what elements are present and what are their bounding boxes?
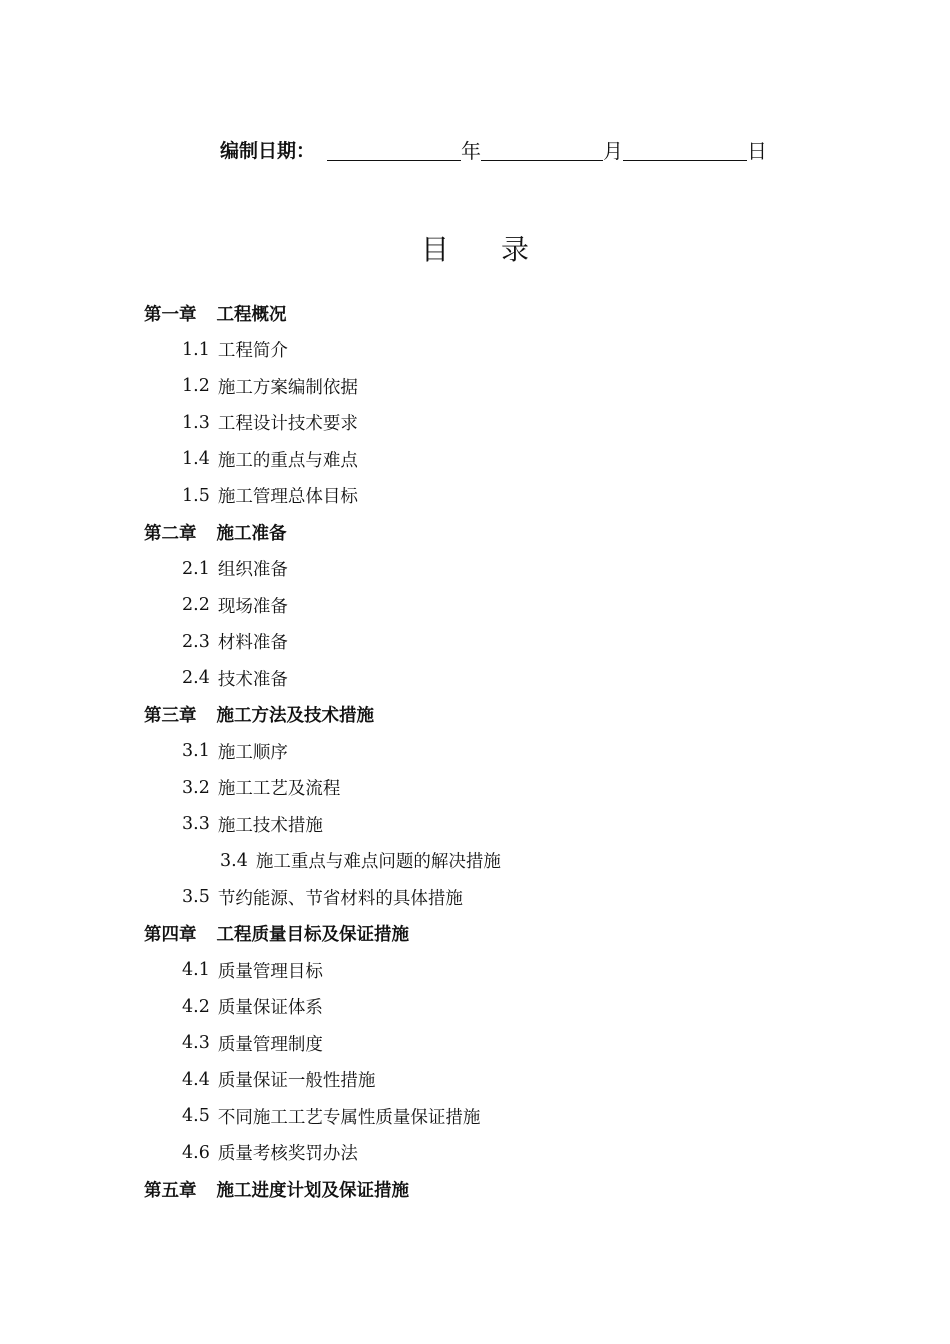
section-number: 4.5 <box>182 1106 210 1127</box>
chapter-title: 施工进度计划及保证措施 <box>216 1180 409 1201</box>
section-title: 施工方案编制依据 <box>217 377 358 398</box>
section-title: 施工的重点与难点 <box>217 450 358 471</box>
section-number: 4.1 <box>182 960 210 981</box>
toc-section-entry <box>0 879 950 916</box>
section-title: 施工技术措施 <box>217 815 323 836</box>
section-title: 质量保证一般性措施 <box>217 1071 376 1092</box>
section-title: 质量保证体系 <box>217 998 323 1019</box>
toc-section-entry <box>0 1062 950 1099</box>
section-number: 4.3 <box>182 1033 210 1054</box>
year-blank <box>327 138 461 161</box>
chapter-number: 第五章 <box>144 1180 197 1201</box>
section-number: 3.1 <box>182 741 210 762</box>
toc-chapter-entry <box>0 697 950 734</box>
section-title: 施工顺序 <box>217 742 288 763</box>
section-title: 节约能源、节省材料的具体措施 <box>217 888 463 909</box>
section-title: 不同施工工艺专属性质量保证措施 <box>217 1107 481 1128</box>
chapter-number: 第二章 <box>144 523 197 544</box>
section-title: 工程设计技术要求 <box>217 414 358 435</box>
section-number: 1.4 <box>182 449 210 470</box>
compile-date-label: 编制日期： <box>220 140 316 162</box>
toc-section-entry <box>0 1098 950 1135</box>
month-unit: 月 <box>603 139 624 163</box>
toc-section-entry <box>0 332 950 369</box>
section-title: 施工重点与难点问题的解决措施 <box>255 852 501 873</box>
chapter-title: 施工准备 <box>216 523 287 544</box>
table-of-contents <box>0 295 950 1208</box>
toc-section-entry <box>0 551 950 588</box>
section-title: 技术准备 <box>217 669 288 690</box>
section-title: 工程简介 <box>217 341 288 362</box>
toc-section-entry <box>0 587 950 624</box>
section-number: 3.5 <box>182 887 210 908</box>
section-number: 4.4 <box>182 1069 210 1090</box>
section-title: 施工工艺及流程 <box>217 779 341 800</box>
section-number: 3.2 <box>182 777 210 798</box>
toc-section-entry <box>0 660 950 697</box>
section-number: 2.4 <box>182 668 210 689</box>
section-number: 1.3 <box>182 412 210 433</box>
chapter-title: 施工方法及技术措施 <box>216 706 374 727</box>
toc-section-entry <box>0 441 950 478</box>
section-number: 2.3 <box>182 631 210 652</box>
section-number: 3.3 <box>182 814 210 835</box>
section-number: 2.1 <box>182 558 210 579</box>
day-unit: 日 <box>747 139 768 163</box>
toc-section-entry <box>0 1135 950 1172</box>
section-title: 质量管理制度 <box>217 1034 323 1055</box>
toc-section-entry <box>0 1025 950 1062</box>
chapter-title: 工程概况 <box>216 304 287 325</box>
section-title: 施工管理总体目标 <box>217 487 358 508</box>
toc-chapter-entry <box>0 1171 950 1208</box>
toc-section-entry <box>0 806 950 843</box>
section-title: 材料准备 <box>217 633 288 654</box>
year-unit: 年 <box>461 139 482 163</box>
section-title: 质量管理目标 <box>217 961 323 982</box>
toc-title: 目录 <box>420 233 581 266</box>
compile-date-line <box>220 136 767 166</box>
toc-chapter-entry <box>0 295 950 332</box>
chapter-title: 工程质量目标及保证措施 <box>216 925 409 946</box>
toc-chapter-entry <box>0 916 950 953</box>
toc-section-entry <box>0 624 950 661</box>
section-title: 现场准备 <box>217 596 288 617</box>
chapter-number: 第四章 <box>144 925 197 946</box>
toc-section-entry <box>0 770 950 807</box>
section-number: 1.5 <box>182 485 210 506</box>
section-title: 组织准备 <box>217 560 288 581</box>
section-number: 4.2 <box>182 996 210 1017</box>
day-blank <box>623 138 747 161</box>
section-number: 2.2 <box>182 595 210 616</box>
section-number: 3.4 <box>220 850 248 871</box>
section-number: 4.6 <box>182 1142 210 1163</box>
toc-section-entry <box>0 952 950 989</box>
toc-section-entry <box>0 368 950 405</box>
chapter-number: 第三章 <box>144 706 197 727</box>
section-title: 质量考核奖罚办法 <box>217 1144 358 1165</box>
toc-section-entry <box>0 405 950 442</box>
toc-section-entry <box>0 989 950 1026</box>
toc-section-entry <box>0 733 950 770</box>
toc-section-entry <box>0 478 950 515</box>
month-blank <box>481 138 603 161</box>
toc-section-entry <box>0 843 950 880</box>
section-number: 1.1 <box>182 339 210 360</box>
chapter-number: 第一章 <box>144 304 197 325</box>
section-number: 1.2 <box>182 376 210 397</box>
toc-chapter-entry <box>0 514 950 551</box>
